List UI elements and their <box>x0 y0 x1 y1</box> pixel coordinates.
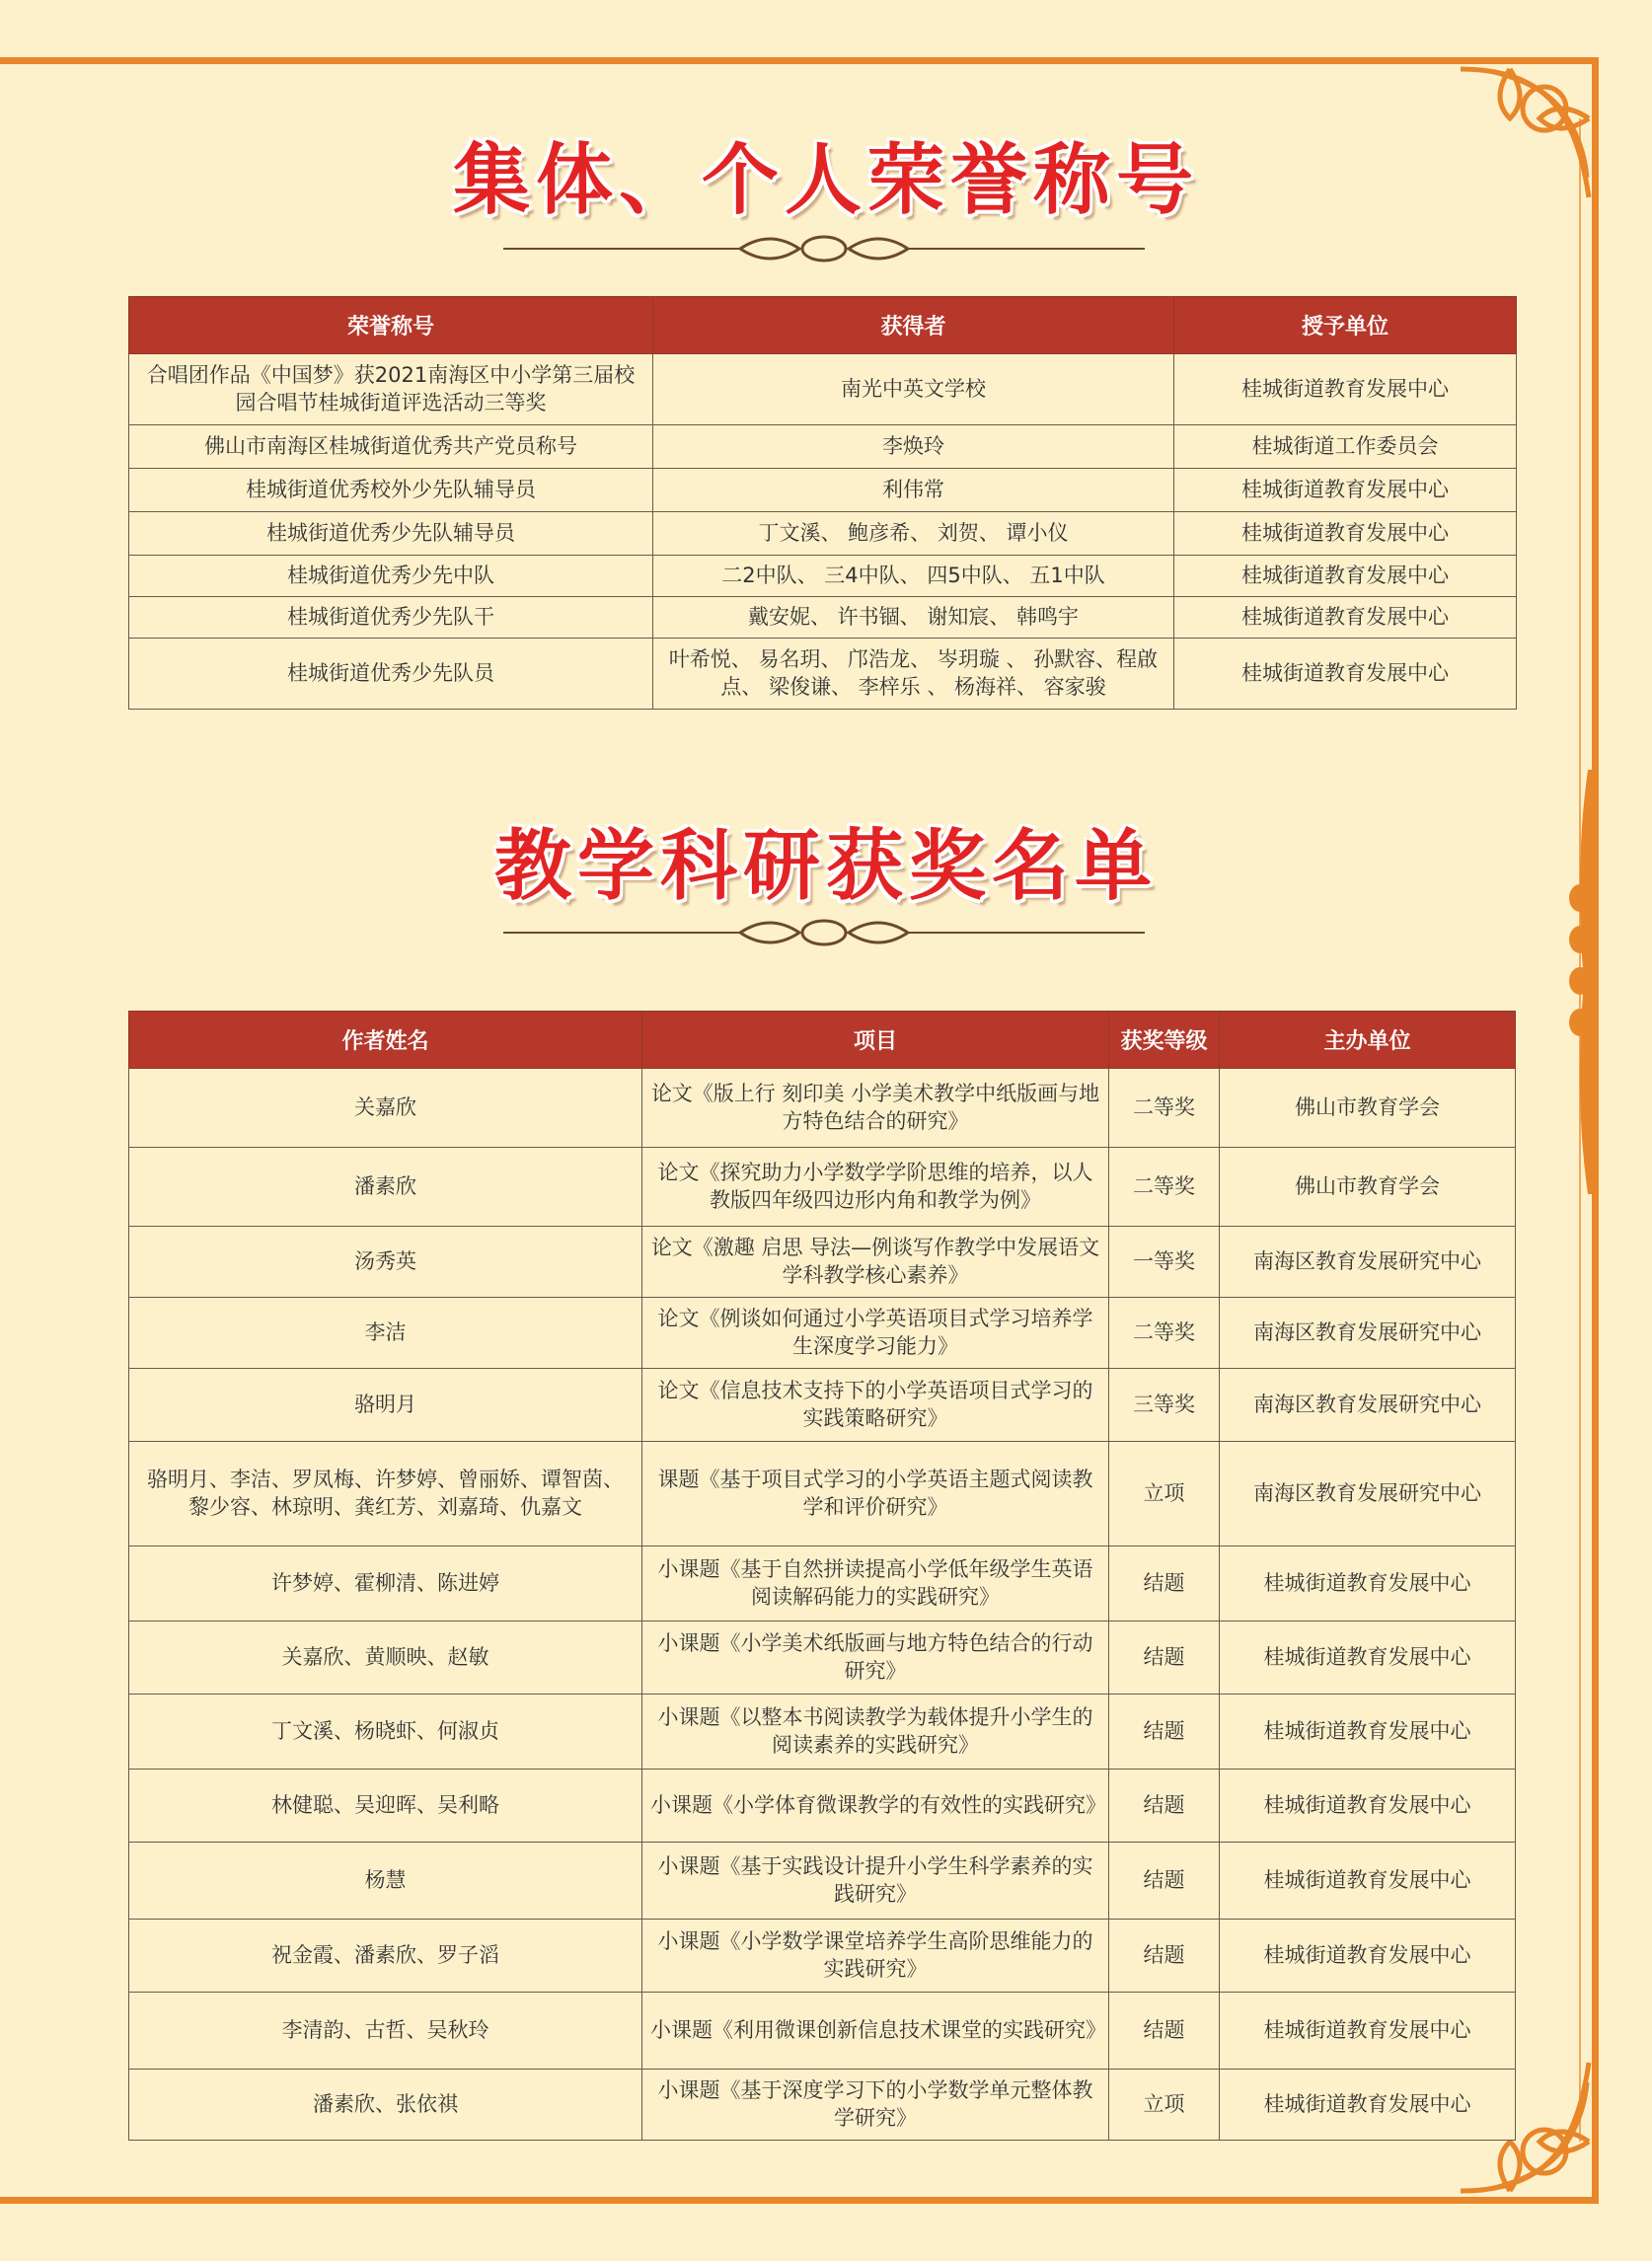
award-level-cell: 结题 <box>1109 1695 1220 1770</box>
author-cell: 李清韵、古哲、吴秋玲 <box>129 1993 642 2070</box>
recipient-cell: 南光中英文学校 <box>653 354 1174 425</box>
organizer-cell: 桂城街道教育发展中心 <box>1220 1621 1516 1695</box>
table-row <box>129 1920 1516 1993</box>
author-cell: 丁文溪、杨晓虾、何淑贞 <box>129 1695 642 1770</box>
organizer-cell: 佛山市教育学会 <box>1220 1148 1516 1227</box>
frame-border-top <box>0 57 1599 64</box>
organizer-cell: 桂城街道教育发展中心 <box>1220 1993 1516 2070</box>
column-header-award-level: 获奖等级 <box>1109 1012 1220 1069</box>
author-cell: 潘素欣 <box>129 1148 642 1227</box>
award-level-cell: 结题 <box>1109 1770 1220 1843</box>
recipient-cell: 叶希悦、 易名玥、 邝浩龙、 岑玥璇 、 孙默容、程啟点、 梁俊谦、 李梓乐 、 杨海祥、 容家骏 <box>653 639 1174 710</box>
honor-cell: 桂城街道优秀少先队员 <box>129 639 653 710</box>
organizer-cell: 桂城街道教育发展中心 <box>1220 1770 1516 1843</box>
recipient-cell: 李焕玲 <box>653 425 1174 469</box>
table-row <box>129 597 1517 639</box>
author-cell: 汤秀英 <box>129 1227 642 1298</box>
honor-cell: 桂城街道优秀少先队干 <box>129 597 653 639</box>
table-header-row <box>129 297 1517 354</box>
project-cell: 小课题《小学美术纸版画与地方特色结合的行动研究》 <box>642 1621 1109 1695</box>
column-header-author: 作者姓名 <box>129 1012 642 1069</box>
project-cell: 小课题《基于自然拼读提高小学低年级学生英语阅读解码能力的实践研究》 <box>642 1546 1109 1621</box>
recipient-cell: 二2中队、 三4中队、 四5中队、 五1中队 <box>653 556 1174 597</box>
organizer-cell: 佛山市教育学会 <box>1220 1069 1516 1148</box>
table-header-row <box>129 1012 1516 1069</box>
table-row <box>129 469 1517 512</box>
project-cell: 论文《版上行 刻印美 小学美术教学中纸版画与地方特色结合的研究》 <box>642 1069 1109 1148</box>
column-header-awarding-unit: 授予单位 <box>1174 297 1517 354</box>
organizer-cell: 南海区教育发展研究中心 <box>1220 1298 1516 1369</box>
frame-border-bottom <box>0 2197 1599 2204</box>
column-header-project: 项目 <box>642 1012 1109 1069</box>
organizer-cell: 南海区教育发展研究中心 <box>1220 1369 1516 1442</box>
table-row <box>129 1546 1516 1621</box>
author-cell: 杨慧 <box>129 1843 642 1920</box>
project-cell: 课题《基于项目式学习的小学英语主题式阅读教学和评价研究》 <box>642 1442 1109 1546</box>
project-cell: 论文《探究助力小学数学学阶思维的培养，以人教版四年级四边形内角和教学为例》 <box>642 1148 1109 1227</box>
recipient-cell: 丁文溪、 鲍彦希、 刘贺、 谭小仪 <box>653 512 1174 556</box>
award-level-cell: 结题 <box>1109 1621 1220 1695</box>
organizer-cell: 桂城街道教育发展中心 <box>1220 1546 1516 1621</box>
table-row <box>129 1069 1516 1148</box>
author-cell: 潘素欣、张依祺 <box>129 2070 642 2141</box>
award-level-cell: 二等奖 <box>1109 1069 1220 1148</box>
recipient-cell: 戴安妮、 许书锢、 谢知宸、 韩鸣宇 <box>653 597 1174 639</box>
table-row <box>129 512 1517 556</box>
honor-cell: 佛山市南海区桂城街道优秀共产党员称号 <box>129 425 653 469</box>
table-row <box>129 639 1517 710</box>
divider-ornament-icon <box>503 913 1145 952</box>
awarding-unit-cell: 桂城街道教育发展中心 <box>1174 512 1517 556</box>
project-cell: 论文《激趣 启思 导法—例谈写作教学中发展语文学科教学核心素养》 <box>642 1227 1109 1298</box>
author-cell: 关嘉欣 <box>129 1069 642 1148</box>
divider-ornament-icon <box>503 229 1145 268</box>
award-level-cell: 三等奖 <box>1109 1369 1220 1442</box>
table-row <box>129 1695 1516 1770</box>
project-cell: 小课题《小学数学课堂培养学生高阶思维能力的实践研究》 <box>642 1920 1109 1993</box>
table-row <box>129 354 1517 425</box>
honor-cell: 桂城街道优秀校外少先队辅导员 <box>129 469 653 512</box>
award-level-cell: 立项 <box>1109 1442 1220 1546</box>
project-cell: 论文《例谈如何通过小学英语项目式学习培养学生深度学习能力》 <box>642 1298 1109 1369</box>
table-row <box>129 425 1517 469</box>
award-level-cell: 立项 <box>1109 2070 1220 2141</box>
honors-table <box>128 296 1517 710</box>
author-cell: 林健聪、吴迎晖、吴利略 <box>129 1770 642 1843</box>
table-row <box>129 1369 1516 1442</box>
project-cell: 论文《信息技术支持下的小学英语项目式学习的实践策略研究》 <box>642 1369 1109 1442</box>
awarding-unit-cell: 桂城街道教育发展中心 <box>1174 469 1517 512</box>
author-cell: 关嘉欣、黄顺映、赵敏 <box>129 1621 642 1695</box>
table-row <box>129 1993 1516 2070</box>
honor-cell: 桂城街道优秀少先中队 <box>129 556 653 597</box>
table-row <box>129 1298 1516 1369</box>
award-level-cell: 一等奖 <box>1109 1227 1220 1298</box>
awarding-unit-cell: 桂城街道教育发展中心 <box>1174 556 1517 597</box>
awarding-unit-cell: 桂城街道教育发展中心 <box>1174 597 1517 639</box>
project-cell: 小课题《基于深度学习下的小学数学单元整体教学研究》 <box>642 2070 1109 2141</box>
honor-cell: 桂城街道优秀少先队辅导员 <box>129 512 653 556</box>
award-level-cell: 结题 <box>1109 1993 1220 2070</box>
author-cell: 骆明月 <box>129 1369 642 1442</box>
table-row <box>129 1770 1516 1843</box>
organizer-cell: 南海区教育发展研究中心 <box>1220 1227 1516 1298</box>
awarding-unit-cell: 桂城街道教育发展中心 <box>1174 639 1517 710</box>
project-cell: 小课题《以整本书阅读教学为载体提升小学生的阅读素养的实践研究》 <box>642 1695 1109 1770</box>
recipient-cell: 利伟常 <box>653 469 1174 512</box>
table-row <box>129 1621 1516 1695</box>
project-cell: 小课题《利用微课创新信息技术课堂的实践研究》 <box>642 1993 1109 2070</box>
award-level-cell: 二等奖 <box>1109 1148 1220 1227</box>
research-awards-table <box>128 1011 1516 2141</box>
table-row <box>129 1148 1516 1227</box>
organizer-cell: 南海区教育发展研究中心 <box>1220 1442 1516 1546</box>
award-level-cell: 结题 <box>1109 1920 1220 1993</box>
award-level-cell: 二等奖 <box>1109 1298 1220 1369</box>
award-level-cell: 结题 <box>1109 1843 1220 1920</box>
project-cell: 小课题《小学体育微课教学的有效性的实践研究》 <box>642 1770 1109 1843</box>
author-cell: 许梦婷、霍柳清、陈进婷 <box>129 1546 642 1621</box>
author-cell: 李洁 <box>129 1298 642 1369</box>
award-level-cell: 结题 <box>1109 1546 1220 1621</box>
awarding-unit-cell: 桂城街道工作委员会 <box>1174 425 1517 469</box>
column-header-organizer: 主办单位 <box>1220 1012 1516 1069</box>
table-row <box>129 1843 1516 1920</box>
section-title-honors: 集体、个人荣誉称号 <box>452 136 1199 225</box>
author-cell: 骆明月、李洁、罗凤梅、许梦婷、曾丽娇、谭智茵、黎少容、林琼明、龚红芳、刘嘉琦、仇嘉文 <box>129 1442 642 1546</box>
table-row <box>129 2070 1516 2141</box>
section-title-research-awards: 教学科研获奖名单 <box>493 822 1158 911</box>
honor-cell: 合唱团作品《中国梦》获2021南海区中小学第三届校园合唱节桂城街道评选活动三等奖 <box>129 354 653 425</box>
awarding-unit-cell: 桂城街道教育发展中心 <box>1174 354 1517 425</box>
project-cell: 小课题《基于实践设计提升小学生科学素养的实践研究》 <box>642 1843 1109 1920</box>
organizer-cell: 桂城街道教育发展中心 <box>1220 1920 1516 1993</box>
column-header-recipient: 获得者 <box>653 297 1174 354</box>
organizer-cell: 桂城街道教育发展中心 <box>1220 2070 1516 2141</box>
table-row <box>129 1442 1516 1546</box>
table-row <box>129 556 1517 597</box>
table-row <box>129 1227 1516 1298</box>
column-header-honor: 荣誉称号 <box>129 297 653 354</box>
organizer-cell: 桂城街道教育发展中心 <box>1220 1695 1516 1770</box>
organizer-cell: 桂城街道教育发展中心 <box>1220 1843 1516 1920</box>
author-cell: 祝金霞、潘素欣、罗子滔 <box>129 1920 642 1993</box>
